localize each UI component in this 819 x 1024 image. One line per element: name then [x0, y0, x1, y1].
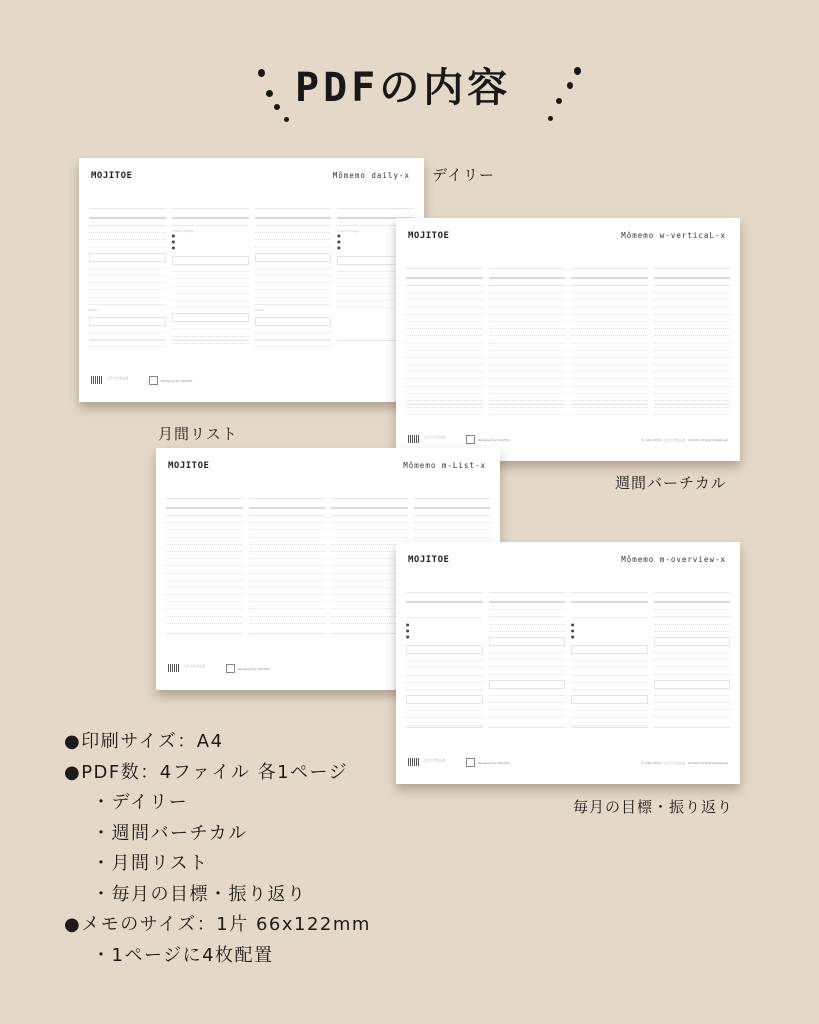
spec-item: ・デイリー — [92, 792, 189, 813]
brand-logo: MOJITOE — [168, 461, 210, 471]
spec-layout: ・1ページに4枚配置 — [92, 944, 274, 966]
memo-column: Notes — [89, 208, 166, 347]
memo-column — [654, 592, 731, 734]
qr-code-icon — [149, 376, 158, 385]
decor-dot — [266, 90, 273, 97]
memo-column — [489, 268, 566, 411]
memo-column: ● ● ● — [571, 592, 648, 734]
template-code: Mômemo w-verticaL-x — [621, 231, 726, 240]
memo-column — [406, 268, 483, 411]
decor-dot — [556, 98, 562, 104]
page-title-block — [240, 52, 580, 124]
sheet-monthly-overview — [396, 542, 740, 784]
qr-code-icon — [466, 435, 475, 444]
spec-list — [64, 727, 371, 971]
sheet-weekly-vertical — [396, 218, 740, 461]
brand-mark-icon — [91, 376, 103, 384]
sheet-footer: ひとりたさんぽ Designed by OGOHO — [91, 376, 412, 388]
decor-dot — [258, 69, 265, 77]
decor-dot — [274, 104, 280, 110]
brand-logo: MOJITOE — [408, 231, 450, 241]
spec-item: ・月間リスト — [92, 853, 209, 874]
sheet-footer: ひとりたさんぽ Designed by OGOHO — [168, 664, 488, 676]
spec-print-size: ●印刷サイズ：A4 — [64, 731, 224, 752]
brand-logo: MOJITOE — [408, 555, 450, 565]
caption-monthly-list: 月間リスト — [158, 425, 238, 443]
qr-code-icon — [226, 664, 235, 673]
sheet-footer: ひとりたさんぽ Designed by OGOHO © A4(A POD) / ひとりたさんぽ · OGOHO All Right Reserved — [408, 758, 728, 770]
page-title: PDFの内容 — [295, 65, 512, 111]
memo-column — [654, 268, 731, 411]
decor-dot — [567, 82, 573, 89]
brand-mark-icon — [408, 758, 420, 766]
decor-dot — [574, 67, 581, 75]
decor-dot — [548, 116, 553, 121]
template-code: Mômemo daily-x — [332, 171, 410, 180]
template-code: Mômemo m-List-x — [403, 461, 486, 470]
memo-column — [166, 498, 243, 640]
spec-item: ・毎月の目標・振り返り — [92, 883, 307, 905]
qr-code-icon — [466, 758, 475, 767]
sheet-footer: ひとりたさんぽ Designed by OGOHO © A4(A POD) / ひとりたさんぽ · OGOHO All Right Reserved — [408, 435, 728, 447]
brand-logo: MOJITOE — [91, 171, 133, 181]
memo-column — [249, 498, 326, 640]
spec-item: ・週間バーチカル — [92, 822, 248, 844]
sheet-daily — [79, 158, 424, 402]
caption-daily: デイリー — [432, 166, 495, 184]
memo-column — [571, 268, 648, 411]
memo-column — [489, 592, 566, 734]
decor-dot — [284, 117, 289, 122]
brand-mark-icon — [408, 435, 420, 443]
brand-mark-icon — [168, 664, 180, 672]
caption-monthly-overview: 毎月の目標・振り返り — [573, 798, 734, 816]
spec-pdf-count: ●PDF数：4ファイル 各1ページ — [64, 761, 349, 783]
memo-column: ● ● ● — [406, 592, 483, 734]
memo-column: Notes — [255, 208, 332, 347]
memo-column: 3 Good Things ● ● ● — [337, 208, 414, 347]
caption-weekly-vertical: 週間バーチカル — [615, 474, 727, 492]
memo-column: 3 Good Things ● ● ● — [172, 208, 249, 347]
template-code: Mômemo m-overview-x — [621, 555, 726, 564]
spec-memo-size: ●メモのサイズ：1片 66x122mm — [64, 914, 371, 935]
